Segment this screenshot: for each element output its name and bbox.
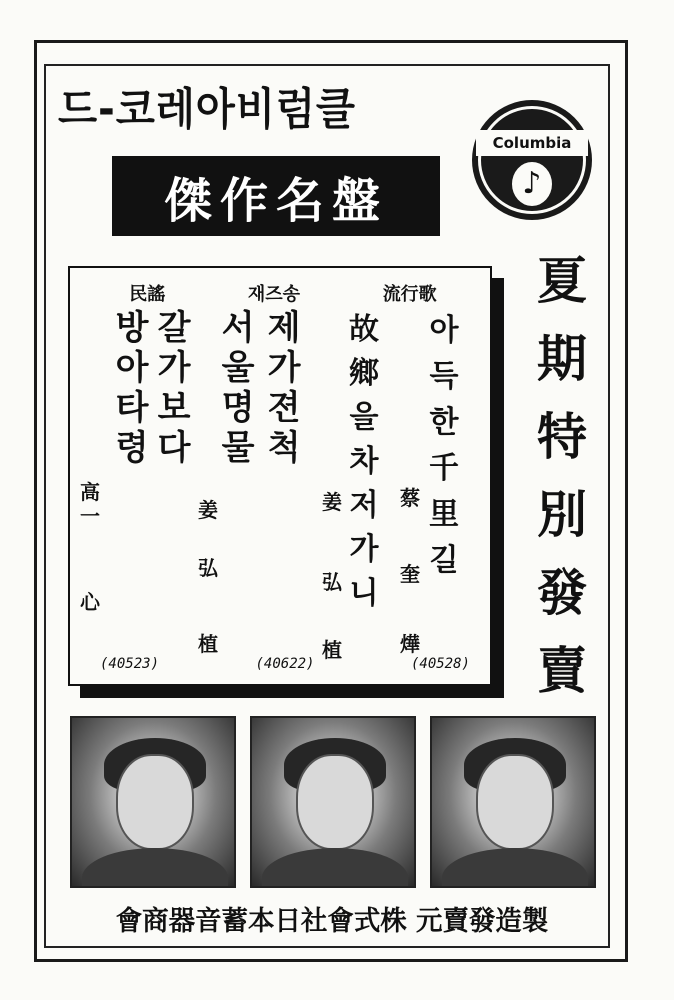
track-char: 방 <box>115 308 149 348</box>
column-header-folk: 民謠 <box>129 284 166 305</box>
catalog-number: (40622) <box>255 656 315 672</box>
track-title-6 <box>426 308 462 584</box>
track-char: 千 <box>429 451 459 486</box>
track-char: 젼 <box>267 388 301 428</box>
photo-shoulders <box>262 848 408 888</box>
track-char: 울 <box>221 348 255 388</box>
singer-photo-1 <box>70 716 236 888</box>
track-char: 아 <box>429 313 459 348</box>
track-char: 길 <box>429 543 459 578</box>
photo-shoulders <box>442 848 588 888</box>
slogan-char: 賣 <box>537 641 587 700</box>
singer-1 <box>78 480 102 614</box>
track-char: 서 <box>221 308 255 348</box>
track-title-5 <box>346 308 382 616</box>
singer-6 <box>398 486 422 656</box>
catalog-numbers <box>100 656 470 678</box>
track-char: 가 <box>267 348 301 388</box>
singer-char: 心 <box>80 590 100 614</box>
music-note-icon: ♪ <box>512 162 552 206</box>
singer-char: 弘 <box>198 556 218 580</box>
track-title-1 <box>114 308 150 468</box>
singer-5 <box>320 490 344 662</box>
track-char: 저 <box>349 488 379 523</box>
slogan-char: 別 <box>537 485 587 544</box>
singer-char: 奎 <box>400 562 420 586</box>
slogan-char: 發 <box>537 563 587 622</box>
singer-char: 姜 <box>322 490 342 514</box>
track-char: 鄉 <box>349 356 379 391</box>
track-title-4 <box>266 308 302 468</box>
singer-photo-2 <box>250 716 416 888</box>
singer-2 <box>196 498 220 656</box>
singer-char: 高 <box>80 480 100 504</box>
column-headers <box>88 280 478 304</box>
track-char: 득 <box>429 359 459 394</box>
track-char: 제 <box>267 308 301 348</box>
track-char: 타 <box>115 388 149 428</box>
photo-shoulders <box>82 848 228 888</box>
photo-face <box>116 754 194 850</box>
track-char: 다 <box>157 428 191 468</box>
photo-face <box>476 754 554 850</box>
logo-text: Columbia <box>476 130 588 156</box>
slogan-char: 期 <box>537 329 587 388</box>
singer-char: 弘 <box>322 570 342 594</box>
track-char: 아 <box>115 348 149 388</box>
track-char: 차 <box>349 444 379 479</box>
slogan-char: 夏 <box>537 251 587 310</box>
columbia-logo <box>472 100 592 220</box>
track-char: 갈 <box>157 308 191 348</box>
footer-company: 會商器音蓄本日社會式株 元賣發造製 <box>115 906 549 937</box>
singer-photo-3 <box>430 716 596 888</box>
singer-char: 一 <box>80 504 100 528</box>
singer-char: 姜 <box>198 498 218 522</box>
brand-korean-title: 드-코레아비럼클 <box>58 84 356 135</box>
singer-char: 燁 <box>400 632 420 656</box>
title-banner: 傑作名盤 <box>112 156 440 236</box>
track-char: 명 <box>221 388 255 428</box>
track-char: 里 <box>429 497 459 532</box>
catalog-number: (40523) <box>100 656 160 672</box>
record-listing-box <box>68 266 492 686</box>
photo-face <box>296 754 374 850</box>
track-char: 故 <box>349 312 379 347</box>
track-title-3 <box>220 308 256 468</box>
track-title-2 <box>156 308 192 468</box>
track-char: 보 <box>157 388 191 428</box>
track-char: 령 <box>115 428 149 468</box>
track-char: 니 <box>349 576 379 611</box>
vertical-slogan <box>520 251 604 700</box>
singer-char: 蔡 <box>400 486 420 510</box>
singer-char: 植 <box>198 632 218 656</box>
track-char: 물 <box>221 428 255 468</box>
column-header-popular: 流行歌 <box>382 284 437 305</box>
track-char: 을 <box>349 400 379 435</box>
track-char: 한 <box>429 405 459 440</box>
track-char: 척 <box>267 428 301 468</box>
track-char: 가 <box>349 532 379 567</box>
column-header-jazz: 재즈송 <box>247 284 301 305</box>
catalog-number: (40528) <box>410 656 470 672</box>
singer-char: 植 <box>322 638 342 662</box>
slogan-char: 特 <box>537 407 587 466</box>
track-char: 가 <box>157 348 191 388</box>
